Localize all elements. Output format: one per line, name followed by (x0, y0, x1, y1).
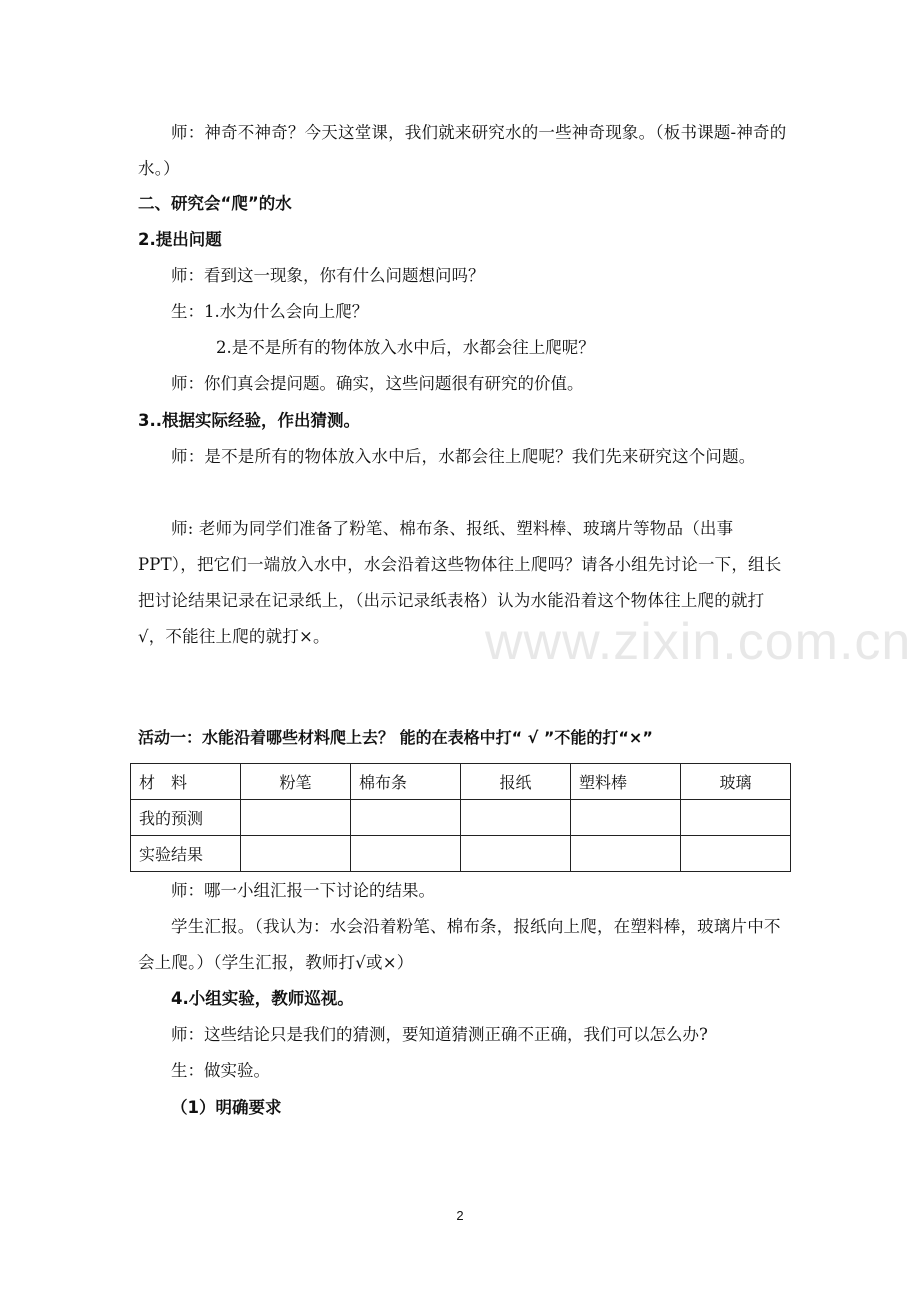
table-row-label: 实验结果 (131, 836, 241, 872)
table-header-row (131, 764, 791, 800)
paragraph-student-q1: 生：1.水为什么会向上爬？ (171, 302, 369, 321)
table-header-cell: 粉笔 (241, 764, 351, 800)
paragraph-student-q2: 2.是不是所有的物体放入水中后，水都会往上爬呢？ (216, 338, 595, 357)
table-header-cell: 材 料 (131, 764, 241, 800)
table-cell (351, 800, 461, 836)
record-table (130, 763, 791, 872)
table-header-cell: 塑料棒 (571, 764, 681, 800)
table-cell (571, 836, 681, 872)
activity-one-title: 活动一：水能沿着哪些材料爬上去？ 能的在表格中打“ √ ”不能的打“×” (138, 728, 653, 747)
paragraph-teacher-conclusion: 师：这些结论只是我们的猜测，要知道猜测正确不正确，我们可以怎么办? (171, 1025, 708, 1044)
subheading-group-experiment: 4.小组实验，教师巡视。 (171, 989, 354, 1008)
table-cell (461, 836, 571, 872)
table-row (131, 800, 791, 836)
paragraph-teacher-materials: 师: 老师为同学们准备了粉笔、棉布条、报纸、塑料棒、玻璃片等物品（出事 PPT），把它们一端放入水中，水会沿着这些物体往上爬吗？请各小组先讨论一下，组长把讨论结果记录在记录纸上，（出示记录纸表格）认为水能沿着这个物体往上爬的就打√，不能往上爬的就打×。 (138, 519, 782, 646)
subheading-ask-questions: 2.提出问题 (138, 230, 222, 249)
paragraph-teacher-praise: 师：你们真会提问题。确实，这些问题很有研究的价值。 (171, 374, 584, 393)
paragraph-teacher-question: 师：看到这一现象，你有什么问题想问吗？ (171, 266, 485, 285)
table-cell (461, 800, 571, 836)
table-header-cell: 报纸 (461, 764, 571, 800)
table-cell (571, 800, 681, 836)
subheading-make-guess: 3..根据实际经验，作出猜测。 (138, 411, 361, 430)
table-row (131, 836, 791, 872)
table-cell (681, 836, 791, 872)
table-row-label: 我的预测 (131, 800, 241, 836)
paragraph-student-experiment: 生：做实验。 (171, 1061, 270, 1080)
subheading-requirements: （1）明确要求 (171, 1098, 282, 1117)
section-heading-climbing-water: 二、研究会“爬”的水 (138, 194, 292, 213)
page-number: 2 (456, 1208, 464, 1223)
table-cell (241, 836, 351, 872)
paragraph-student-report: 学生汇报。（我认为：水会沿着粉笔、棉布条，报纸向上爬，在塑料棒，玻璃片中不会上爬。）（学生汇报，教师打√或×） (138, 917, 781, 972)
table-header-cell: 玻璃 (681, 764, 791, 800)
table-cell (351, 836, 461, 872)
table-cell (681, 800, 791, 836)
table-cell (241, 800, 351, 836)
paragraph-teacher-report: 师：哪一小组汇报一下讨论的结果。 (171, 881, 435, 900)
table-header-cell: 棉布条 (351, 764, 461, 800)
paragraph-teacher-research: 师：是不是所有的物体放入水中后，水都会往上爬呢？我们先来研究这个问题。 (171, 447, 756, 466)
paragraph-intro: 师：神奇不神奇？今天这堂课，我们就来研究水的一些神奇现象。（板书课题-神奇的 水。） (138, 123, 787, 178)
watermark: www.zixin.com.cn (485, 613, 912, 671)
